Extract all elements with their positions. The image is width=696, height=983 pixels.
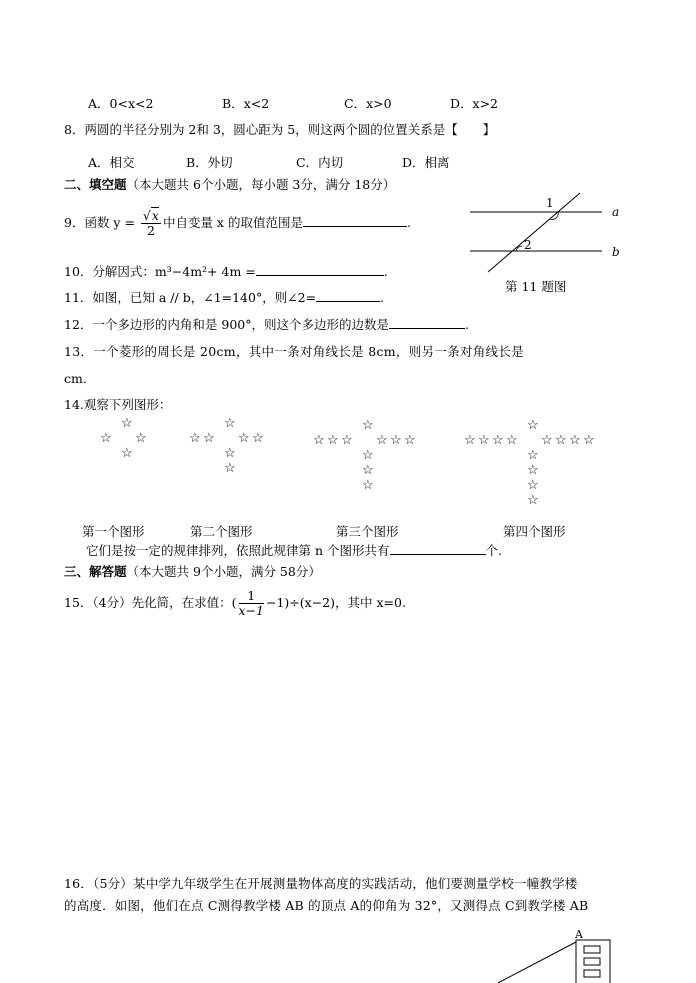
section3-note: （本大题共 9个小题，满分 58分） — [126, 564, 321, 579]
q16-question-line1: 16．（5分）某中学九年级学生在开展测量物体高度的实践活动，他们要测量学校一幢教学楼 — [64, 876, 578, 891]
section3-heading — [64, 564, 321, 580]
q9-question: 9．函数 y = $\frac{√x}{2}$ 中自变量 x 的取值范围是 . — [64, 208, 411, 238]
figure-1-star: ☆ — [100, 431, 112, 446]
q7-option-c: C．x>0 — [344, 96, 392, 111]
section2-title: 二、填空题 — [64, 177, 127, 192]
angle-2-label: 2 — [524, 238, 532, 252]
figure-4-star: ☆ — [541, 433, 553, 448]
line-a-label: a — [612, 205, 620, 219]
figure-11-caption: 第 11 题图 — [505, 279, 567, 294]
figure-4-star: ☆ — [464, 433, 476, 448]
figure-3-star: ☆ — [341, 433, 353, 448]
figure-4-star: ☆ — [569, 433, 581, 448]
q9-answer-blank[interactable] — [303, 214, 407, 227]
q14-caption-1: 第一个图形 — [82, 524, 145, 539]
figure-4-star: ☆ — [527, 478, 539, 493]
q9-fraction: $\frac{√x}{2}$ — [142, 208, 159, 238]
transversal-line — [488, 193, 580, 272]
section3-title: 三、解答题 — [64, 564, 127, 579]
figure-4-star: ☆ — [527, 463, 539, 478]
q8-option-d: D．相离 — [402, 155, 450, 170]
q10-answer-blank[interactable] — [256, 263, 384, 276]
figure-3-star: ☆ — [376, 433, 388, 448]
figure-2-star: ☆ — [252, 431, 264, 446]
q8-option-a: A．相交 — [88, 155, 135, 170]
section2-heading — [64, 177, 395, 193]
point-a-label: A — [575, 928, 583, 941]
figure-1-star: ☆ — [121, 446, 133, 461]
figure-3-star: ☆ — [390, 433, 402, 448]
figure-4-star: ☆ — [492, 433, 504, 448]
figure-3-star: ☆ — [362, 478, 374, 493]
figure-4-star: ☆ — [527, 493, 539, 508]
section2-note: （本大题共 6个小题，每小题 3分，满分 18分） — [126, 177, 396, 192]
window-3 — [584, 970, 600, 977]
figure-3-star: ☆ — [362, 463, 374, 478]
figure-4-star: ☆ — [527, 448, 539, 463]
figure-4-star: ☆ — [555, 433, 567, 448]
figure-3-star: ☆ — [327, 433, 339, 448]
figure-4-star: ☆ — [506, 433, 518, 448]
figure-1-star: ☆ — [135, 431, 147, 446]
q14-answer-blank[interactable] — [390, 542, 486, 555]
figure-4-star: ☆ — [527, 418, 539, 433]
figure-2-star: ☆ — [203, 431, 215, 446]
q16-question-line2: 的高度．如图，他们在点 C测得教学楼 AB 的顶点 A的仰角为 32°，又测得点 C到教学楼 AB — [64, 898, 589, 913]
q10-question: 10．分解因式：m³−4m²+ 4m = . — [64, 264, 388, 279]
figure-2-star: ☆ — [224, 446, 236, 461]
q11-answer-blank[interactable] — [316, 289, 380, 302]
figure-3-star: ☆ — [362, 418, 374, 433]
figure-3-star: ☆ — [404, 433, 416, 448]
figure-1-star: ☆ — [121, 416, 133, 431]
q8-option-c: C．内切 — [296, 155, 344, 170]
q12-question: 12．一个多边形的内角和是 900°，则这个多边形的边数是 . — [64, 317, 469, 332]
q14-caption-2: 第二个图形 — [190, 524, 253, 539]
q14-caption-3: 第三个图形 — [336, 524, 399, 539]
q13-question-line2: cm. — [64, 371, 87, 386]
q16-building-figure — [490, 926, 620, 983]
q14-caption-4: 第四个图形 — [503, 524, 566, 539]
line-b-label: b — [612, 245, 620, 259]
angle-1-label: 1 — [546, 196, 554, 210]
figure-2-star: ☆ — [238, 431, 250, 446]
q14-question: 14.观察下列图形： — [64, 397, 172, 412]
figure-2-star: ☆ — [224, 461, 236, 476]
q15-fraction: $\frac{1}{x-1}$ — [238, 588, 264, 618]
figure-2-star: ☆ — [189, 431, 201, 446]
window-2 — [584, 958, 600, 965]
q15-question: 15．（4分）先化简，在求值：( $\frac{1}{x-1}$ −1)÷(x−2)，其中 x=0. — [64, 588, 406, 618]
q14-rule: 它们是按一定的规律排列，依照此规律第 n 个图形共有 个. — [86, 543, 502, 558]
sight-line — [498, 942, 576, 983]
figure-4-star: ☆ — [478, 433, 490, 448]
q12-answer-blank[interactable] — [389, 316, 465, 329]
figure-2-star: ☆ — [224, 416, 236, 431]
q7-option-d: D．x>2 — [450, 96, 499, 111]
figure-3-star: ☆ — [362, 448, 374, 463]
window-1 — [584, 946, 600, 953]
q13-question-line1: 13．一个菱形的周长是 20cm，其中一条对角线长是 8cm，则另一条对角线长是 — [64, 344, 524, 359]
figure-4-star: ☆ — [583, 433, 595, 448]
q7-option-a: A．0<x<2 — [88, 96, 154, 111]
q11-question: 11．如图，已知 a // b，∠1=140°，则∠2= . — [64, 290, 385, 305]
figure-3-star: ☆ — [313, 433, 325, 448]
q8-question: 8．两圆的半径分别为 2和 3，圆心距为 5，则这两个圆的位置关系是【 】 — [64, 122, 496, 137]
q8-option-b: B．外切 — [186, 155, 233, 170]
q7-option-b: B．x<2 — [222, 96, 270, 111]
